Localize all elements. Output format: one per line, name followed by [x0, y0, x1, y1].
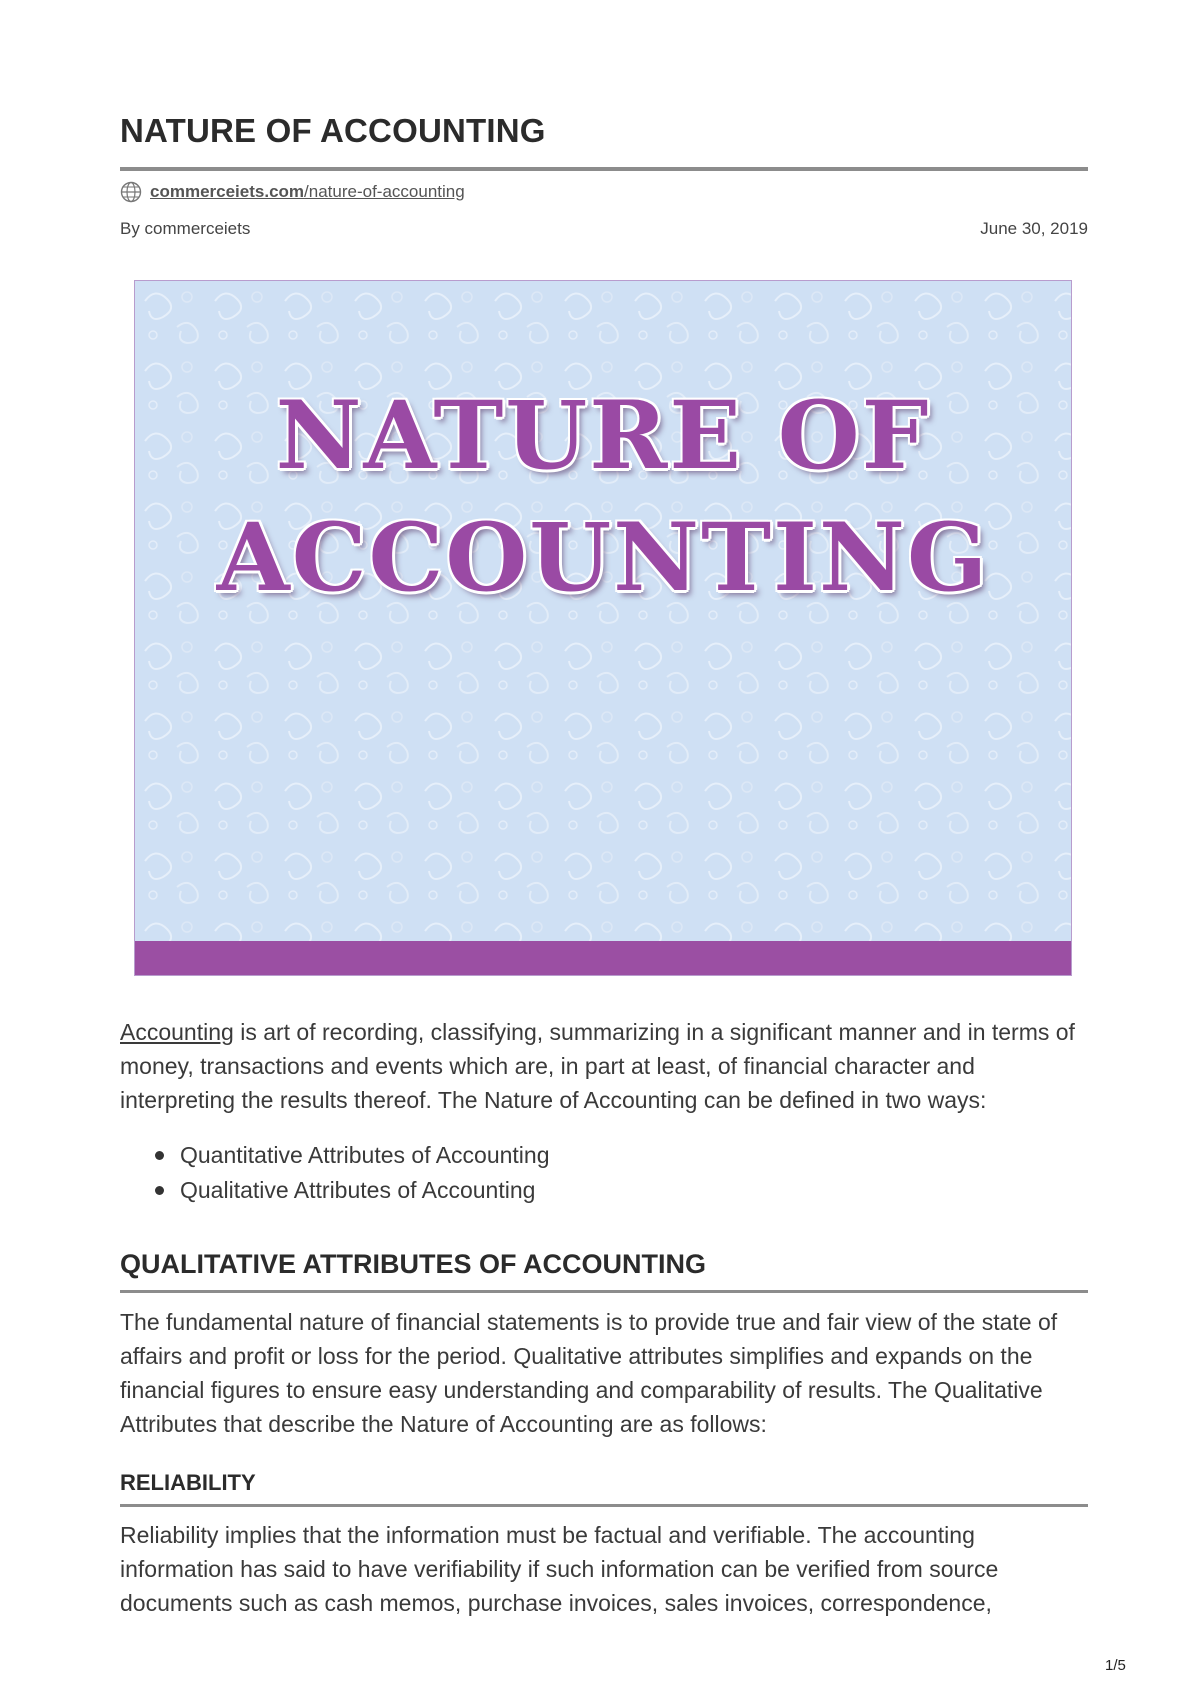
page-number: 1/5	[1105, 1657, 1126, 1674]
subsection-paragraph: Reliability implies that the information must be factual and verifiable. The accounting information has said to have verifiability if such information can be verified from source documents such as cash memos, purchase invoices, sales invoices, correspondence,	[120, 1522, 999, 1616]
publish-date: June 30, 2019	[980, 219, 1088, 238]
hero-title-line-1: NATURE OF	[275, 381, 931, 491]
subsection-divider	[120, 1504, 1088, 1507]
section-paragraph: The fundamental nature of financial statements is to provide true and fair view of the state of affairs and profit or loss for the period. Qualitative attributes simplifies and expands on the financial figures to ensure easy understanding and comparability of results. The Qualitative Attributes that describe the Nature of Accounting are as follows:	[120, 1309, 1058, 1437]
author: By commerceiets	[120, 219, 251, 238]
globe-icon	[120, 181, 142, 203]
hero-title-line-2: ACCOUNTING	[216, 503, 990, 613]
hero-footer-band	[135, 941, 1071, 975]
list-item: Quantitative Attributes of Accounting	[155, 1138, 550, 1173]
source-row	[120, 181, 465, 203]
source-link[interactable]	[150, 182, 465, 202]
title-divider	[120, 167, 1088, 171]
attributes-list	[155, 1138, 550, 1208]
list-item: Qualitative Attributes of Accounting	[155, 1173, 550, 1208]
section-divider	[120, 1290, 1088, 1293]
page-title: NATURE OF ACCOUNTING	[120, 112, 546, 149]
source-domain: commerceiets.com	[150, 182, 305, 201]
section-heading: QUALITATIVE ATTRIBUTES OF ACCOUNTING	[120, 1249, 706, 1279]
accounting-link[interactable]: Accounting	[120, 1019, 234, 1045]
intro-text: is art of recording, classifying, summarizing in a significant manner and in terms of money, transactions and events which are, in part at least, of financial character and interpreting the results thereof. The Nature of Accounting can be defined in two ways:	[120, 1019, 1075, 1113]
byline-row	[120, 219, 1088, 239]
hero-image	[134, 280, 1072, 976]
source-path: /nature-of-accounting	[304, 182, 465, 201]
subsection-heading: RELIABILITY	[120, 1470, 256, 1495]
intro-paragraph	[120, 1015, 1095, 1117]
